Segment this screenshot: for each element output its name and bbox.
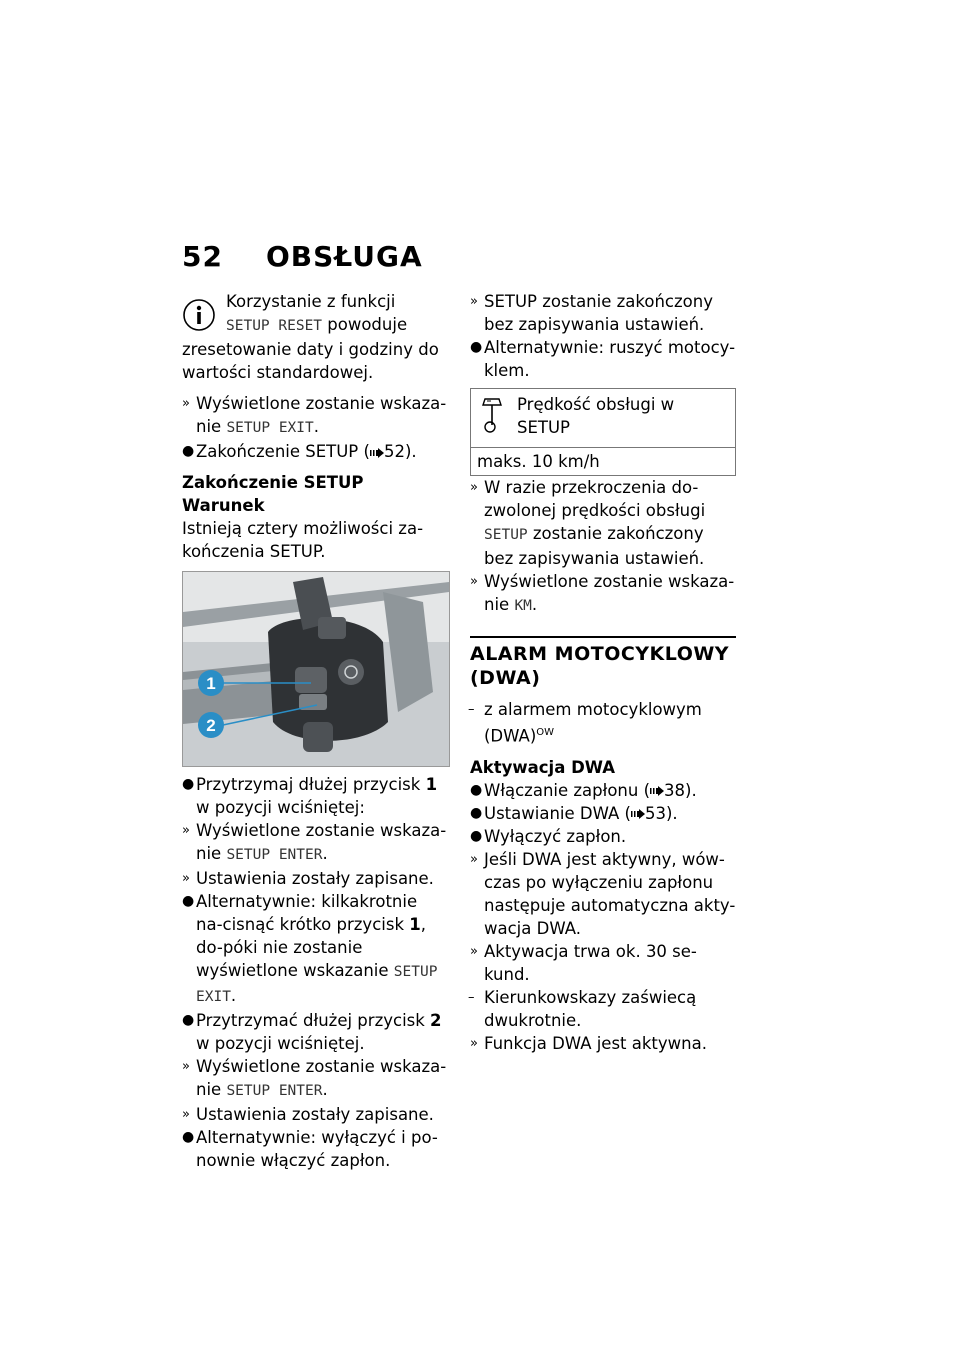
result-marker: » [470, 294, 478, 309]
result-item [182, 867, 448, 890]
result-text: Jeśli DWA jest aktywny, wów-czas po wyłączeniu zapłonu następuje automatyczna akty-wacja DWA. [484, 849, 736, 938]
bullet-text: Alternatywnie: kilkakrotnie na-cisnąć krótko przycisk [196, 892, 418, 934]
bullet-item [470, 802, 736, 825]
bullet-item [182, 1126, 448, 1172]
result-item [182, 819, 448, 867]
note-line-1: Korzystanie z funkcji [226, 292, 396, 311]
result-item [470, 570, 736, 618]
punct: . [230, 986, 237, 1005]
info-note [182, 290, 448, 338]
page-ref-arrow-icon [631, 809, 645, 819]
note-line-2-text: powoduje [322, 315, 408, 334]
page-ref[interactable]: 38). [664, 780, 697, 800]
section-title: OBSŁUGA [266, 240, 423, 273]
dash-item [470, 698, 736, 748]
handlebar-switch-image [182, 571, 450, 767]
code-setup-enter: SETUP ENTER [226, 847, 323, 863]
dash-marker: – [468, 989, 475, 1005]
result-item [470, 476, 736, 570]
bullet-text-2: w pozycji wciśniętej: [196, 798, 365, 817]
note-line-2 [226, 313, 448, 338]
result-text: W razie przekroczenia do-zwolonej prędkości obsługi [484, 478, 706, 520]
right-column [470, 290, 736, 1055]
result-item [182, 392, 448, 440]
page-number: 52 [182, 240, 223, 273]
bullet-text: Zakończenie SETUP ( [196, 442, 370, 461]
result-text: Wyświetlone zostanie wskaza- [196, 1057, 447, 1076]
page-ref-arrow-icon [370, 448, 384, 458]
result-text-2: nie [484, 595, 515, 614]
paragraph-conditions: Istnieją cztery możliwości za-kończenia SETUP. [182, 519, 424, 561]
result-text-2: nie [196, 1080, 227, 1099]
speed-box-header [471, 389, 735, 447]
page-header [182, 240, 423, 273]
result-marker: » [182, 1107, 190, 1122]
bullet-text-2: w pozycji wciśniętej. [196, 1034, 365, 1053]
bullet-item [470, 336, 736, 382]
result-text: Ustawienia zostały zapisane. [196, 869, 434, 888]
callout-2: 2 [206, 716, 216, 735]
page-ref-arrow-icon [650, 786, 664, 796]
bullet-marker: ● [182, 1129, 195, 1145]
bullet-marker: ● [470, 827, 483, 844]
result-marker: » [470, 943, 478, 959]
code-setup-reset: SETUP RESET [226, 318, 323, 334]
section-divider [470, 636, 736, 638]
bullet-marker: ● [470, 804, 483, 821]
result-marker: » [470, 1035, 478, 1051]
bullet-item [470, 779, 736, 802]
bullet-text: Ustawianie DWA ( [484, 803, 631, 823]
result-text: Wyświetlone zostanie wskaza- [196, 394, 447, 413]
bullet-item [182, 1009, 448, 1055]
code-setup-exit: SETUP EXIT [226, 420, 314, 436]
bullet-text: Alternatywnie: ruszyć motocy-klem. [484, 338, 736, 380]
result-text: Funkcja DWA jest aktywna. [484, 1033, 707, 1053]
result-text: Aktywacja trwa ok. 30 se-kund. [484, 941, 697, 984]
result-marker: » [182, 823, 190, 838]
bullet-text: Wyłączyć zapłon. [484, 826, 627, 846]
heading-alarm: ALARM MOTOCYKLOWY (DWA) [470, 643, 730, 689]
result-marker: » [182, 1059, 190, 1074]
bullet-text: Przytrzymać dłużej przycisk [196, 1011, 431, 1030]
left-column [182, 290, 448, 1172]
code-setup-exit: SETUP EXIT [196, 964, 438, 1005]
bullet-marker: ● [182, 443, 195, 459]
result-text-2: nie [196, 844, 227, 863]
punct: . [322, 844, 328, 863]
result-marker: » [470, 480, 478, 495]
heading-zakonczenie: Zakończenie SETUP [182, 473, 364, 492]
bullet-text: Włączanie zapłonu ( [484, 780, 651, 800]
punct: . [313, 417, 320, 436]
info-icon [182, 298, 216, 332]
speed-box-title: Prędkość obsługi w SETUP [517, 395, 675, 437]
code-setup: SETUP [484, 527, 528, 543]
result-item [470, 1032, 736, 1055]
bullet-marker: ● [470, 339, 483, 355]
result-text: SETUP zostanie zakończony bez zapisywania ustawień. [484, 292, 713, 334]
result-text: Wyświetlone zostanie wskaza- [484, 572, 735, 591]
bullet-item [182, 440, 448, 463]
result-text-2: zostanie zakończony bez zapisywania ustawień. [484, 524, 705, 568]
bullet-marker: ● [182, 893, 195, 909]
result-marker: » [470, 574, 478, 589]
button-number: 2 [430, 1011, 442, 1030]
heading-warunek: Warunek [182, 496, 265, 515]
result-item [470, 290, 736, 336]
speed-box-value: maks. 10 km/h [471, 447, 735, 475]
page-ref[interactable]: 53). [644, 803, 678, 823]
bullet-item [470, 825, 736, 848]
bullet-marker: ● [470, 781, 483, 798]
callout-1: 1 [206, 674, 216, 693]
result-marker: » [182, 871, 190, 886]
button-number: 1 [409, 915, 421, 934]
dash-text: Kierunkowskazy zaświecą dwukrotnie. [484, 987, 697, 1030]
dash-item [470, 986, 736, 1032]
button-number: 1 [425, 775, 438, 794]
result-marker: » [470, 851, 478, 867]
code-km: KM [514, 598, 532, 614]
result-item [182, 1055, 448, 1103]
result-item [470, 940, 736, 986]
bullet-item [182, 890, 448, 1009]
code-setup-enter: SETUP ENTER [226, 1083, 323, 1099]
result-marker: » [182, 396, 190, 411]
bullet-text: Alternatywnie: wyłączyć i po-nownie włączyć zapłon. [196, 1128, 438, 1170]
bullet-marker: ● [182, 776, 195, 792]
bullet-marker: ● [182, 1012, 195, 1028]
result-item [182, 1103, 448, 1126]
dash-text: z alarmem motocyklowym (DWA) [484, 700, 702, 746]
bullet-text: Przytrzymaj dłużej przycisk [196, 775, 426, 794]
dash-marker: – [468, 702, 475, 717]
optional-equipment-mark: OW [536, 727, 555, 738]
bullet-text-2: , do-póki nie zostanie wyświetlone wskazanie [196, 915, 426, 980]
note-rest: zresetowanie daty i godziny do wartości standardowej. [182, 340, 439, 382]
punct: . [322, 1080, 328, 1099]
bullet-item [182, 773, 448, 819]
heading-aktywacja: Aktywacja DWA [470, 757, 616, 777]
result-text-2: nie [196, 417, 227, 436]
result-text: Ustawienia zostały zapisane. [196, 1105, 434, 1124]
result-item [470, 848, 736, 940]
speedometer-icon [481, 395, 509, 435]
page-ref[interactable]: 52). [383, 442, 417, 461]
result-text: Wyświetlone zostanie wskaza- [196, 821, 447, 840]
punct: . [531, 595, 538, 614]
speed-info-box [470, 388, 736, 476]
